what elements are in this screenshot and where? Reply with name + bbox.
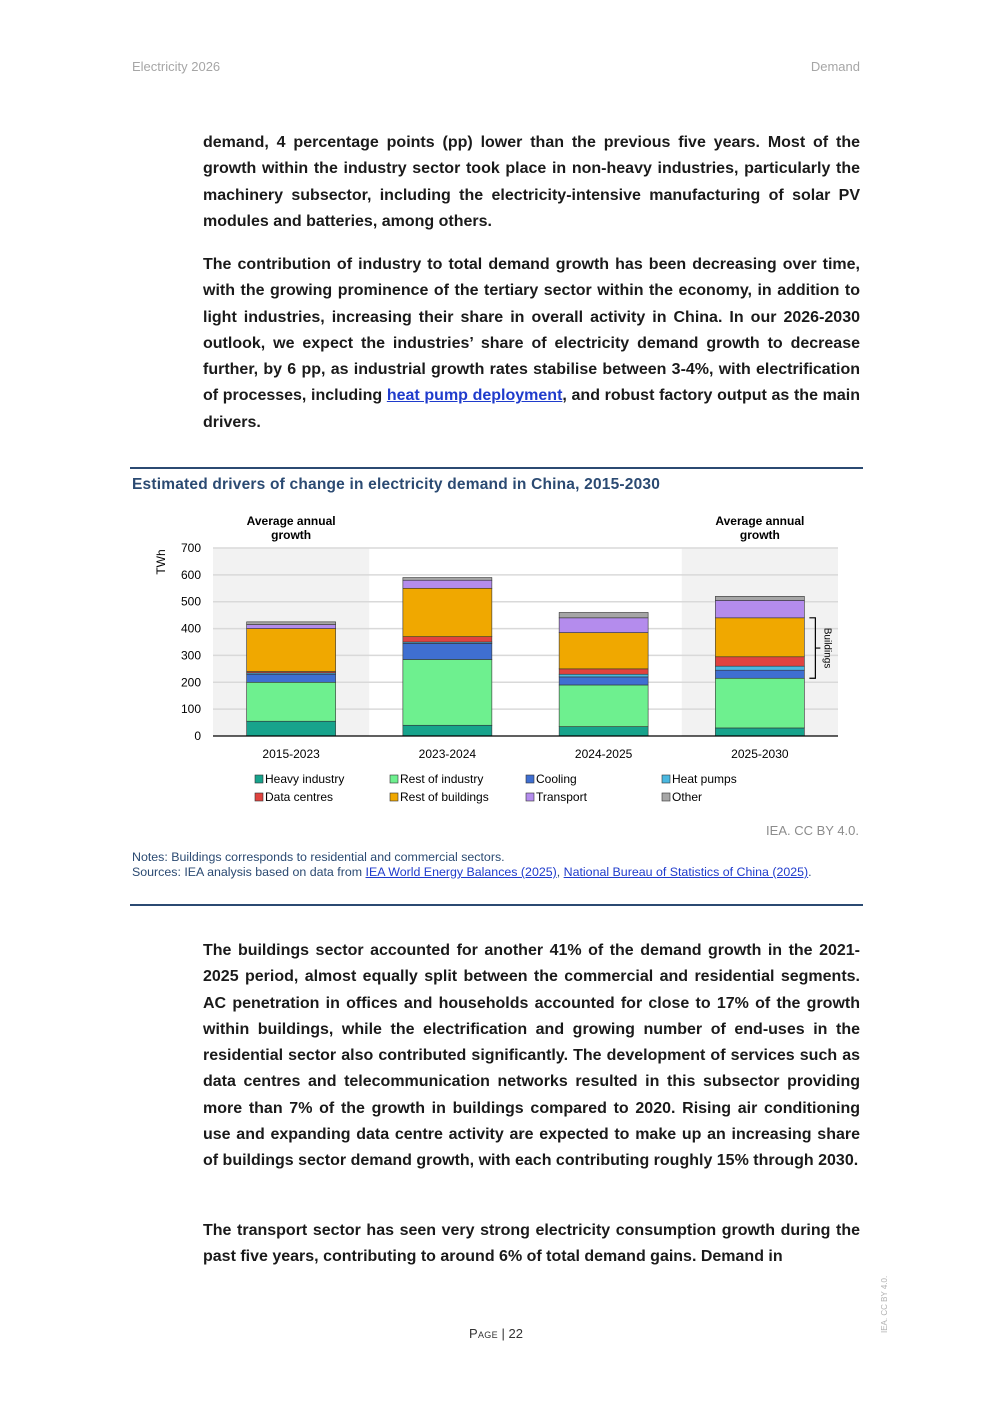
x-tick-label: 2015-2023 — [262, 747, 320, 761]
bar-2015-2023-rest-of-buildings — [247, 629, 336, 672]
y-tick-label: 300 — [180, 648, 201, 663]
y-tick-label: 500 — [180, 594, 201, 609]
legend-label-heavy-industry: Heavy industry — [265, 772, 345, 786]
legend-label-other: Other — [672, 790, 703, 804]
bar-2023-2024-other — [403, 578, 492, 581]
legend-swatch-transport — [526, 793, 534, 801]
running-header-section: Demand — [810, 59, 860, 74]
bar-2024-2025-other — [559, 612, 648, 617]
legend-swatch-data-centres — [255, 793, 263, 801]
legend-swatch-cooling — [526, 775, 534, 783]
notes-text: Notes: Buildings corresponds to residential and commercial sectors. — [132, 850, 505, 864]
bar-2015-2023-cooling — [247, 674, 336, 682]
bar-2024-2025-cooling — [559, 677, 648, 685]
legend-swatch-rest-of-buildings — [390, 793, 398, 801]
bar-2025-2030-other — [715, 596, 804, 600]
stacked-bar-chart — [130, 505, 863, 820]
legend-label-cooling: Cooling — [536, 772, 577, 786]
paragraph-2-text — [203, 252, 860, 436]
paragraph-2-part-b: , and robust factory output as the main drivers. — [203, 387, 860, 431]
source-link-nbs-china[interactable]: National Bureau of Statistics of China (2025) — [563, 865, 809, 879]
annotation-average-annual-growth-right: Average annual growth — [715, 514, 805, 542]
figure-bottom-rule — [130, 904, 863, 906]
bar-2025-2030-heat-pumps — [715, 666, 804, 670]
bar-2025-2030-heavy-industry — [715, 728, 804, 736]
legend-label-rest-of-industry: Rest of industry — [400, 772, 484, 786]
bar-2015-2023-heavy-industry — [247, 721, 336, 736]
y-tick-label: 600 — [180, 567, 201, 582]
bar-2025-2030-transport — [715, 600, 804, 617]
page-number-value: 22 — [508, 1326, 523, 1341]
bar-2025-2030-rest-of-buildings — [715, 618, 804, 657]
bar-2015-2023-other — [247, 622, 336, 625]
paragraph-4 — [203, 1218, 860, 1271]
heat-pump-deployment-link[interactable]: heat pump deployment — [386, 387, 563, 405]
figure-notes — [132, 850, 832, 880]
sources-prefix: Sources: IEA analysis based on data from — [132, 865, 366, 879]
sources-separator: , — [556, 865, 564, 879]
x-tick-label: 2023-2024 — [418, 747, 477, 761]
figure-title: Estimated drivers of change in electricity demand in China, 2015-2030 — [132, 476, 661, 493]
paragraph-2 — [203, 252, 860, 436]
bar-2015-2023-rest-of-industry — [247, 682, 336, 721]
bar-2023-2024-rest-of-industry — [403, 659, 492, 725]
y-tick-label: 700 — [180, 541, 201, 555]
bar-2025-2030-data-centres — [715, 657, 804, 666]
y-tick-label: 0 — [194, 729, 201, 743]
bar-2023-2024-cooling — [403, 643, 492, 659]
legend-label-rest-of-buildings: Rest of buildings — [400, 790, 489, 804]
figure-top-rule — [130, 467, 863, 469]
y-tick-label: 400 — [180, 621, 201, 636]
bar-2024-2025-rest-of-industry — [559, 685, 648, 727]
bar-2025-2030-cooling — [715, 670, 804, 678]
running-header-title: Electricity 2026 — [132, 59, 221, 74]
x-tick-label: 2024-2025 — [574, 747, 633, 761]
legend-swatch-heat-pumps — [662, 775, 670, 783]
paragraph-1 — [203, 130, 860, 235]
legend-swatch-heavy-industry — [255, 775, 263, 783]
bar-2024-2025-rest-of-buildings — [559, 633, 648, 669]
legend-swatch-rest-of-industry — [390, 775, 398, 783]
paragraph-2-part-a: The contribution of industry to total demand growth has been decreasing over time, with the growing prominence of the tertiary sector within the economy, in addition to light industries, increasing their share in overall activity in China. In our 2026-2030 outlook, we expect the industries’ share of electricity demand growth to decrease further, by 6 pp, as industrial growth rates stabilise between 3-4%, with electrification of processes, including — [203, 256, 860, 405]
bar-2023-2024-rest-of-buildings — [403, 588, 492, 636]
bar-2023-2024-data-centres — [403, 637, 492, 642]
bar-2024-2025-data-centres — [559, 669, 648, 674]
paragraph-1-text: demand, 4 percentage points (pp) lower than the previous five years. Most of the growth within the industry sector took place in non-heavy industries, particularly the machinery subsector, including the electricity-intensive manufacturing of solar PV modules and batteries, among others. — [203, 134, 860, 230]
legend-label-heat-pumps: Heat pumps — [672, 772, 737, 786]
bar-2023-2024-heavy-industry — [403, 725, 492, 736]
page-label: Page — [469, 1326, 498, 1341]
buildings-label: Buildings — [821, 627, 833, 669]
legend-swatch-other — [662, 793, 670, 801]
y-tick-label: 200 — [180, 675, 201, 690]
bar-2024-2025-heat-pumps — [559, 674, 648, 677]
x-tick-label: 2025-2030 — [731, 747, 789, 761]
annotation-average-annual-growth-left: Average annual growth — [246, 514, 336, 542]
chart-legend — [255, 772, 737, 804]
paragraph-3-text: The buildings sector accounted for another 41% of the demand growth in the 2021-2025 period, almost equally split between the commercial and residential segments. AC penetration in offices and households accounted for close to 17% of the growth within buildings, while the electrification and growing number of end-uses in the residential sector also contributed significantly. The development of services such as data centres and telecommunication networks resulted in this subsector providing more than 7% of the growth in buildings compared to 2020. Rising air conditioning use and expanding data centre activity are expected to make up an increasing share of buildings sector demand growth, with each contributing roughly 15% through 2030. — [203, 942, 860, 1170]
page-number: Page | 22 — [469, 1326, 523, 1341]
legend-label-transport: Transport — [536, 790, 587, 804]
sources-suffix: . — [808, 865, 812, 879]
bar-2024-2025-transport — [559, 618, 648, 633]
sources-text — [132, 865, 832, 880]
side-credit: IEA. CC BY 4.0. — [880, 1275, 889, 1333]
bar-2015-2023-transport — [247, 625, 336, 629]
bar-2024-2025-heavy-industry — [559, 727, 648, 736]
paragraph-3 — [203, 938, 860, 1175]
paragraph-4-text: The transport sector has seen very strong electricity consumption growth during the past five years, contributing to around 6% of total demand gains. Demand in — [203, 1222, 860, 1266]
y-tick-label: 100 — [180, 702, 201, 717]
y-axis-label: TWh — [154, 549, 168, 575]
figure-credit: IEA. CC BY 4.0. — [766, 823, 859, 838]
bar-2025-2030-rest-of-industry — [715, 678, 804, 728]
source-link-iea-web[interactable]: IEA World Energy Balances (2025) — [365, 865, 557, 879]
legend-label-data-centres: Data centres — [265, 790, 334, 804]
bar-2023-2024-transport — [403, 580, 492, 588]
